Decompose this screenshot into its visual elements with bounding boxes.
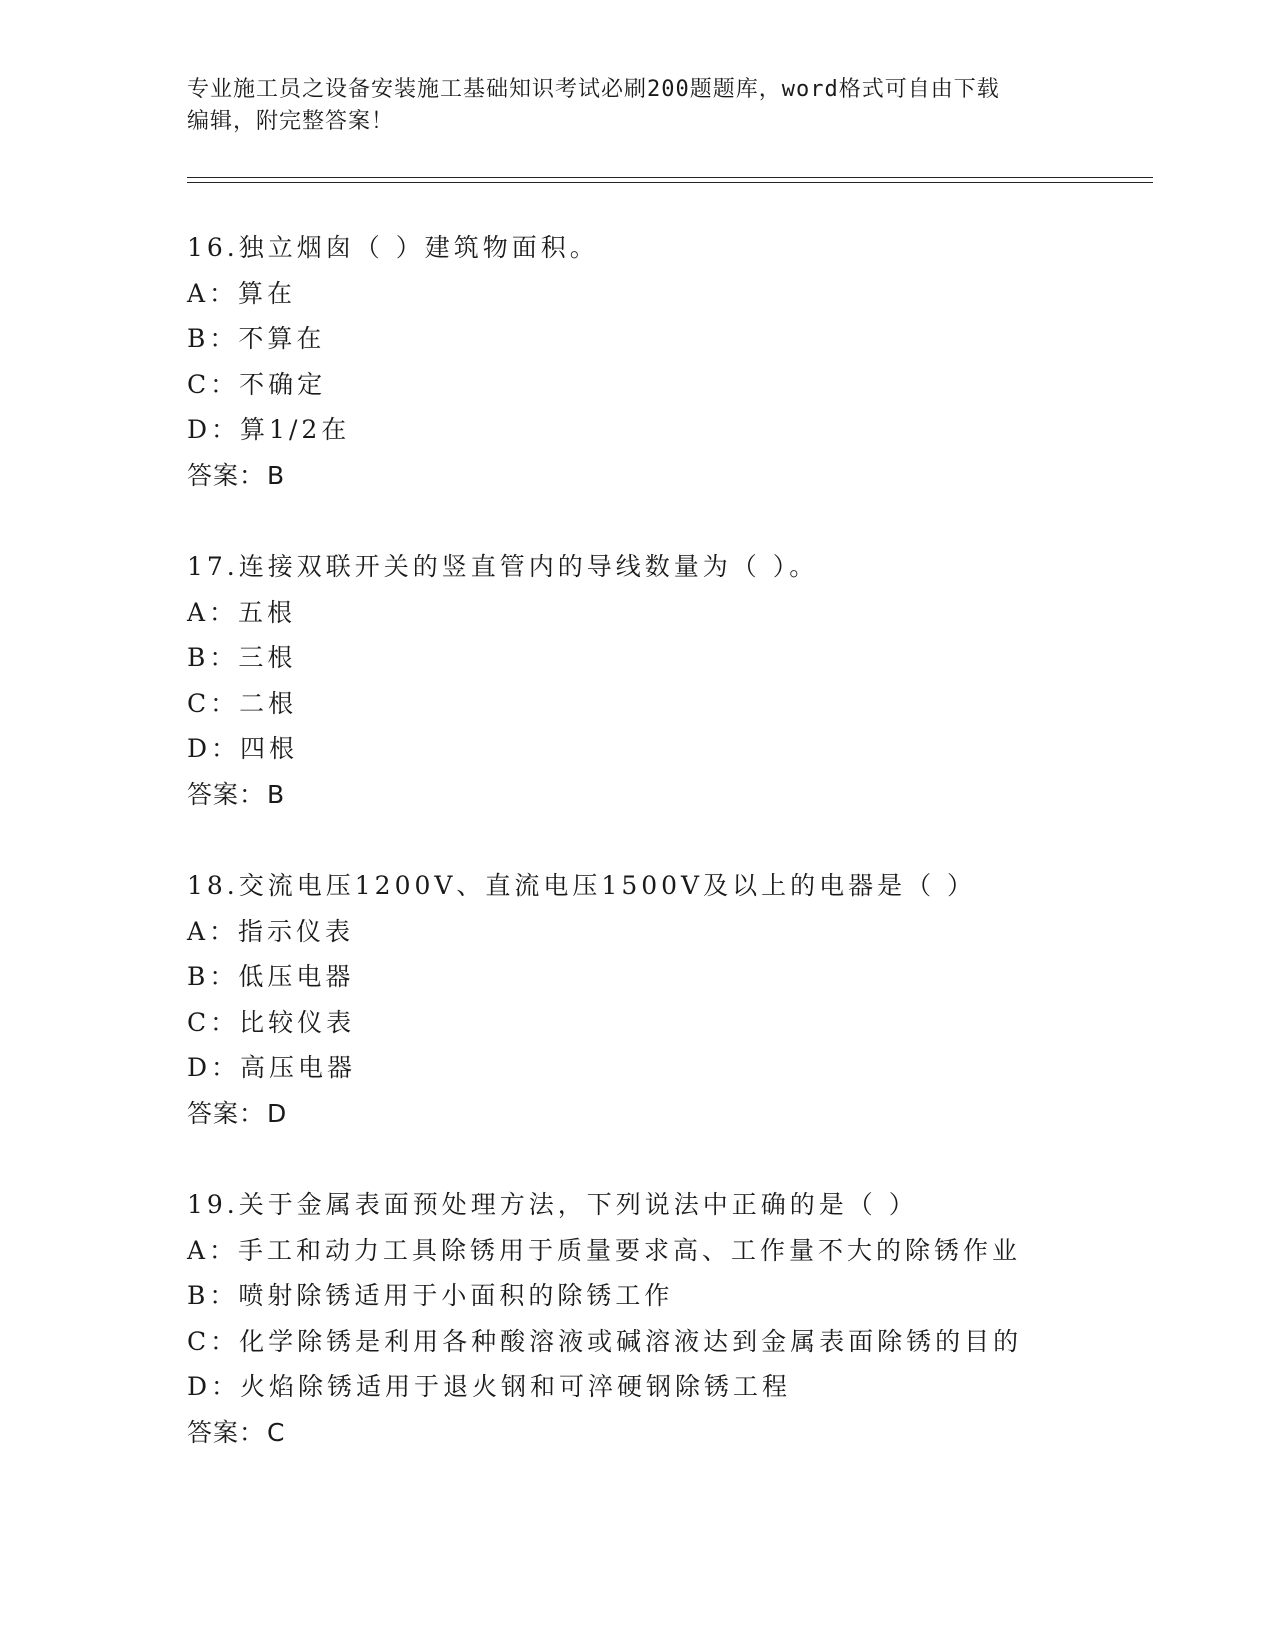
answer-label: 答案： [187,1417,266,1447]
option-d: D：高压电器 [187,1053,357,1083]
header-divider-top [187,177,1153,178]
option-b: B：不算在 [187,324,326,354]
option-d: D：四根 [187,734,299,764]
question-19 [187,1182,1147,1456]
question-stem: 17.连接双联开关的竖直管内的导线数量为（ ）。 [187,552,819,581]
option-d: D：算1/2在 [187,415,351,445]
answer-label: 答案： [187,1098,266,1128]
question-18 [187,863,1147,1137]
answer-value: C [267,1417,286,1447]
answer-label: 答案： [187,460,266,490]
document-header [187,74,1067,138]
header-line-1: 专业施工员之设备安装施工基础知识考试必刷200题题库，word格式可自由下载 [187,77,1000,102]
option-b: B：喷射除锈适用于小面积的除锈工作 [187,1281,674,1311]
option-d: D：火焰除锈适用于退火钢和可淬硬钢除锈工程 [187,1372,792,1402]
header-divider-bottom [187,182,1153,183]
answer-line [187,772,1147,818]
option-a: A：指示仪表 [187,916,355,946]
answer-value: B [267,779,286,809]
answer-line [187,1091,1147,1137]
header-line-2: 编辑，附完整答案！ [187,109,395,134]
question-stem: 18.交流电压1200V、直流电压1500V及以上的电器是（ ） [187,871,977,900]
option-c: C：二根 [187,688,298,718]
option-a: A：手工和动力工具除锈用于质量要求高、工作量不大的除锈作业 [187,1235,1022,1265]
question-stem: 19.关于金属表面预处理方法，下列说法中正确的是（ ） [187,1190,918,1219]
answer-value: D [267,1098,288,1128]
question-stem: 16.独立烟囱（ ）建筑物面积。 [187,233,599,262]
option-c: C：化学除锈是利用各种酸溶液或碱溶液达到金属表面除锈的目的 [187,1326,1023,1356]
question-17 [187,544,1147,818]
question-16 [187,225,1147,499]
option-b: B：三根 [187,643,297,673]
answer-line [187,453,1147,499]
option-a: A：算在 [187,278,297,308]
answer-label: 答案： [187,779,266,809]
option-c: C：比较仪表 [187,1007,356,1037]
option-a: A：五根 [187,597,297,627]
option-c: C：不确定 [187,369,327,399]
answer-line [187,1410,1147,1456]
option-b: B：低压电器 [187,962,355,992]
answer-value: B [267,460,286,490]
